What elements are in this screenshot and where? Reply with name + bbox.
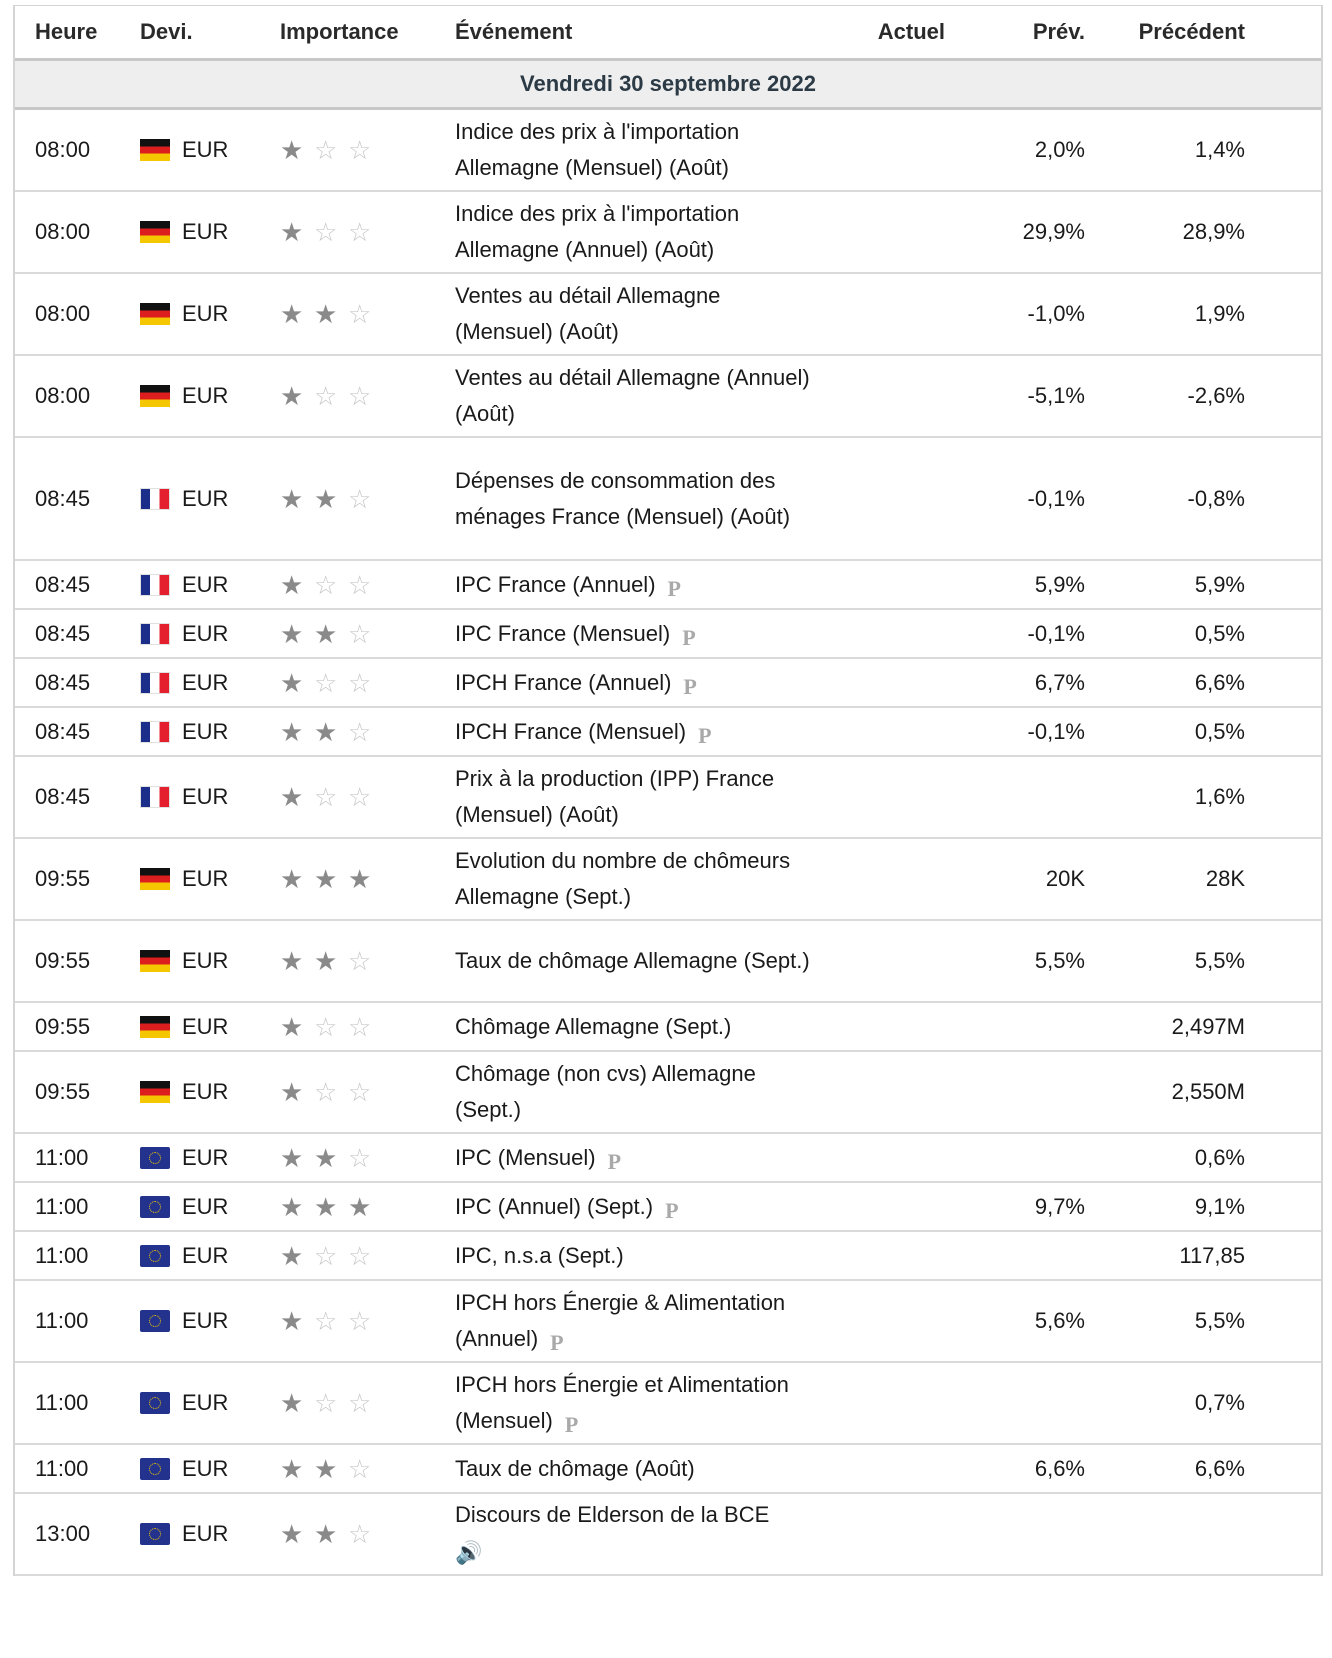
event-currency [135, 621, 273, 647]
col-event-header[interactable]: Événement [455, 19, 573, 44]
event-time: 11:00 [35, 1144, 89, 1170]
col-forecast-header[interactable]: Prév. [1032, 19, 1085, 44]
event-row[interactable] [15, 1232, 1321, 1281]
star-filled-icon: ★ [280, 135, 304, 165]
event-name[interactable]: IPC France (Mensuel) [455, 620, 671, 646]
importance-stars [273, 618, 455, 649]
event-name[interactable]: IPC (Annuel) (Sept.) [455, 1193, 654, 1219]
event-name[interactable]: Chômage (non cvs) Allemagne (Sept.) [455, 1061, 756, 1122]
star-filled-icon: ★ [314, 618, 338, 649]
event-time: 11:00 [35, 1193, 89, 1219]
event-time: 08:00 [35, 383, 91, 408]
event-cell [455, 843, 815, 915]
star-filled-icon: ★ [314, 1519, 338, 1549]
event-currency [135, 1145, 273, 1171]
flag-eu-icon [140, 1458, 170, 1480]
event-name[interactable]: Discours de Elderson de la BCE [455, 1502, 770, 1527]
star-filled-icon: ★ [280, 381, 304, 411]
event-currency [135, 1308, 273, 1334]
event-row[interactable] [15, 921, 1321, 1003]
star-filled-icon: ★ [348, 864, 372, 894]
event-time: 08:45 [35, 485, 91, 511]
forecast-value: 5,5% [1034, 948, 1085, 973]
date-header: Vendredi 30 septembre 2022 [15, 61, 1321, 110]
previous-value: 9,1% [1194, 1193, 1245, 1219]
currency-code: EUR [182, 1079, 229, 1104]
forecast-value: 6,6% [1034, 1455, 1085, 1481]
forecast-value: -0,1% [1027, 485, 1085, 511]
flag-de-icon [140, 868, 170, 890]
event-currency [135, 137, 273, 163]
forecast-value: 9,7% [1034, 1193, 1085, 1219]
event-cell [455, 196, 815, 268]
importance-stars [273, 667, 455, 698]
event-currency [135, 301, 273, 327]
importance-stars [273, 1240, 455, 1271]
star-empty-icon: ☆ [348, 1142, 372, 1173]
star-empty-icon: ☆ [348, 1388, 372, 1418]
currency-code: EUR [182, 219, 229, 244]
event-currency [135, 719, 273, 745]
importance-stars [273, 1453, 455, 1484]
event-cell [455, 1238, 815, 1274]
currency-code: EUR [182, 383, 229, 408]
event-row[interactable] [15, 1052, 1321, 1134]
star-empty-icon: ☆ [348, 618, 372, 649]
table-header [15, 5, 1321, 61]
event-cell [455, 1451, 815, 1487]
event-row[interactable] [15, 757, 1321, 839]
star-filled-icon: ★ [280, 299, 304, 329]
star-filled-icon: ★ [280, 1240, 304, 1271]
flag-de-icon [140, 139, 170, 161]
importance-stars [273, 866, 455, 892]
star-filled-icon: ★ [314, 864, 338, 894]
star-empty-icon: ☆ [314, 135, 338, 165]
star-filled-icon: ★ [280, 1011, 304, 1042]
event-time: 11:00 [35, 1308, 89, 1333]
event-row[interactable] [15, 610, 1321, 659]
event-cell [455, 567, 815, 603]
event-row[interactable] [15, 1363, 1321, 1445]
event-row[interactable] [15, 839, 1321, 921]
preliminary-badge-icon: P [607, 1148, 622, 1174]
currency-code: EUR [182, 1242, 229, 1268]
event-cell [455, 1009, 815, 1045]
previous-value: 28,9% [1182, 219, 1245, 244]
importance-stars [273, 1011, 455, 1042]
star-empty-icon: ☆ [314, 667, 338, 698]
event-row[interactable] [15, 438, 1321, 561]
event-currency [135, 219, 273, 245]
speaker-icon: 🔊 [455, 1540, 483, 1565]
preliminary-badge-icon: P [698, 722, 712, 748]
currency-code: EUR [182, 571, 229, 597]
event-name[interactable]: Dépenses de consommation des ménages France (Mensuel) (Août) [455, 467, 791, 529]
preliminary-badge-icon: P [550, 1330, 564, 1355]
event-row[interactable] [15, 110, 1321, 192]
star-filled-icon: ★ [280, 618, 304, 649]
event-cell [455, 616, 815, 652]
col-previous-header[interactable]: Précédent [1138, 19, 1245, 44]
event-currency [135, 1456, 273, 1482]
event-time: 08:45 [35, 571, 91, 597]
event-time: 08:00 [35, 137, 91, 162]
event-time: 09:55 [35, 948, 91, 973]
flag-eu-icon [140, 1310, 170, 1332]
event-name[interactable]: Indice des prix à l'importation Allemagne (Annuel) (Août) [455, 201, 740, 262]
preliminary-badge-icon: P [665, 1197, 679, 1223]
flag-fr-icon [140, 721, 170, 743]
event-name[interactable]: IPC France (Annuel) [455, 571, 656, 597]
star-filled-icon: ★ [280, 1519, 304, 1549]
previous-value: 0,5% [1194, 718, 1245, 744]
currency-code: EUR [182, 784, 229, 809]
flag-de-icon [140, 385, 170, 407]
event-currency [135, 1521, 273, 1547]
star-empty-icon: ☆ [314, 782, 338, 812]
previous-value: 6,6% [1194, 669, 1245, 695]
event-row[interactable] [15, 1003, 1321, 1052]
star-empty-icon: ☆ [314, 381, 338, 411]
event-name[interactable]: IPCH hors Énergie et Alimentation (Mensuel) [455, 1372, 789, 1433]
event-currency [135, 1079, 273, 1105]
previous-value: 5,9% [1194, 571, 1245, 597]
flag-de-icon [140, 221, 170, 243]
event-currency [135, 1243, 273, 1269]
star-empty-icon: ☆ [348, 299, 372, 329]
event-currency [135, 1390, 273, 1416]
star-filled-icon: ★ [280, 569, 304, 600]
importance-stars [273, 948, 455, 974]
previous-value: 5,5% [1194, 1308, 1245, 1333]
col-actual-header[interactable]: Actuel [877, 19, 945, 44]
event-time: 08:00 [35, 219, 91, 244]
event-name[interactable]: Evolution du nombre de chômeurs Allemagne (Sept.) [455, 848, 791, 909]
event-name[interactable]: IPCH hors Énergie & Alimentation (Annuel) [455, 1290, 786, 1351]
star-empty-icon: ☆ [314, 1388, 338, 1418]
event-row[interactable] [15, 356, 1321, 438]
event-name[interactable]: Taux de chômage Allemagne (Sept.) [455, 948, 810, 973]
economic-calendar [13, 5, 1323, 1576]
event-name[interactable]: IPC (Mensuel) [455, 1144, 596, 1170]
star-empty-icon: ☆ [314, 1077, 338, 1107]
event-currency [135, 866, 273, 892]
star-filled-icon: ★ [280, 716, 304, 747]
star-empty-icon: ☆ [348, 1240, 372, 1271]
col-time-header[interactable]: Heure [35, 19, 98, 44]
currency-code: EUR [182, 1308, 229, 1333]
star-filled-icon: ★ [314, 716, 338, 747]
event-cell [455, 278, 815, 350]
previous-value: 1,6% [1194, 784, 1245, 809]
currency-code: EUR [182, 1144, 229, 1170]
star-empty-icon: ☆ [348, 1077, 372, 1107]
event-name[interactable]: Prix à la production (IPP) France (Mensuel) (Août) [455, 766, 775, 827]
event-name[interactable]: Chômage Allemagne (Sept.) [455, 1013, 732, 1039]
star-filled-icon: ★ [314, 483, 338, 514]
star-empty-icon: ☆ [348, 217, 372, 247]
event-row[interactable] [15, 708, 1321, 757]
event-row[interactable] [15, 1445, 1321, 1494]
star-filled-icon: ★ [280, 1388, 304, 1418]
star-filled-icon: ★ [314, 1191, 338, 1222]
event-cell [455, 463, 815, 535]
event-name[interactable]: Taux de chômage (Août) [455, 1455, 695, 1481]
star-filled-icon: ★ [280, 1077, 304, 1107]
star-filled-icon: ★ [280, 864, 304, 894]
previous-value: 1,9% [1194, 301, 1245, 326]
forecast-value: 2,0% [1034, 137, 1085, 162]
flag-eu-icon [140, 1245, 170, 1267]
event-currency [135, 486, 273, 512]
star-filled-icon: ★ [314, 299, 338, 329]
flag-eu-icon [140, 1392, 170, 1414]
preliminary-badge-icon: P [683, 673, 697, 699]
event-cell [455, 943, 815, 979]
flag-fr-icon [140, 488, 170, 510]
star-filled-icon: ★ [280, 1191, 304, 1222]
importance-stars [273, 1308, 455, 1334]
event-row[interactable] [15, 561, 1321, 610]
event-currency [135, 383, 273, 409]
star-empty-icon: ☆ [314, 1011, 338, 1042]
event-currency [135, 1014, 273, 1040]
currency-code: EUR [182, 137, 229, 162]
col-importance-header[interactable]: Importance [280, 19, 399, 44]
event-cell [455, 1140, 815, 1176]
forecast-value: -5,1% [1027, 383, 1085, 408]
currency-code: EUR [182, 620, 229, 646]
event-time: 11:00 [35, 1390, 89, 1415]
event-name[interactable]: Ventes au détail Allemagne (Mensuel) (Août) [455, 283, 721, 344]
preliminary-badge-icon: P [564, 1412, 579, 1437]
event-row[interactable] [15, 1494, 1321, 1576]
star-empty-icon: ☆ [314, 217, 338, 247]
star-empty-icon: ☆ [348, 667, 372, 698]
importance-stars [273, 383, 455, 409]
currency-code: EUR [182, 1193, 229, 1219]
event-cell [455, 360, 815, 432]
importance-stars [273, 301, 455, 327]
star-filled-icon: ★ [280, 946, 304, 976]
flag-eu-icon [140, 1523, 170, 1545]
previous-value: -0,8% [1187, 485, 1245, 511]
event-time: 11:00 [35, 1242, 89, 1268]
previous-value: 2,497M [1171, 1013, 1245, 1039]
event-name[interactable]: IPC, n.s.a (Sept.) [455, 1242, 624, 1268]
event-currency [135, 784, 273, 810]
event-currency [135, 1194, 273, 1220]
currency-code: EUR [182, 1521, 229, 1546]
event-time: 09:55 [35, 1013, 91, 1039]
importance-stars [273, 1521, 455, 1547]
flag-de-icon [140, 303, 170, 325]
importance-stars [273, 483, 455, 514]
star-empty-icon: ☆ [348, 782, 372, 812]
event-name[interactable]: Ventes au détail Allemagne (Annuel) (Août) [455, 365, 810, 426]
event-currency [135, 670, 273, 696]
importance-stars [273, 569, 455, 600]
event-time: 13:00 [35, 1521, 91, 1546]
importance-stars [273, 1142, 455, 1173]
star-filled-icon: ★ [280, 1306, 304, 1336]
previous-value: 0,6% [1194, 1144, 1245, 1170]
flag-fr-icon [140, 623, 170, 645]
event-row[interactable] [15, 1183, 1321, 1232]
event-cell [455, 1285, 815, 1357]
currency-code: EUR [182, 1013, 229, 1039]
event-row[interactable] [15, 1281, 1321, 1363]
event-row[interactable] [15, 1134, 1321, 1183]
importance-stars [273, 1079, 455, 1105]
importance-stars [273, 219, 455, 245]
event-time: 08:45 [35, 620, 91, 646]
flag-eu-icon [140, 1196, 170, 1218]
importance-stars [273, 1390, 455, 1416]
star-empty-icon: ☆ [348, 1519, 372, 1549]
forecast-value: -0,1% [1027, 620, 1085, 646]
previous-value: 0,5% [1194, 620, 1245, 646]
previous-value: -2,6% [1187, 383, 1245, 408]
currency-code: EUR [182, 485, 229, 511]
col-currency-header[interactable]: Devi. [140, 19, 193, 44]
event-row[interactable] [15, 274, 1321, 356]
star-filled-icon: ★ [280, 782, 304, 812]
currency-code: EUR [182, 669, 229, 695]
preliminary-badge-icon: P [667, 575, 681, 601]
event-time: 09:55 [35, 1079, 91, 1104]
currency-code: EUR [182, 301, 229, 326]
previous-value: 2,550M [1171, 1079, 1245, 1104]
event-cell [455, 1367, 815, 1439]
flag-fr-icon [140, 786, 170, 808]
star-filled-icon: ★ [280, 217, 304, 247]
star-empty-icon: ☆ [348, 946, 372, 976]
event-name[interactable]: IPCH France (Annuel) [455, 669, 672, 695]
flag-de-icon [140, 950, 170, 972]
previous-value: 6,6% [1194, 1455, 1245, 1481]
star-filled-icon: ★ [280, 1453, 304, 1484]
flag-de-icon [140, 1081, 170, 1103]
event-cell [455, 665, 815, 701]
importance-stars [273, 716, 455, 747]
flag-de-icon [140, 1016, 170, 1038]
star-empty-icon: ☆ [314, 1306, 338, 1336]
star-empty-icon: ☆ [348, 1306, 372, 1336]
event-row[interactable] [15, 659, 1321, 708]
star-empty-icon: ☆ [348, 1011, 372, 1042]
currency-code: EUR [182, 1455, 229, 1481]
forecast-value: -1,0% [1027, 301, 1085, 326]
forecast-value: 5,6% [1034, 1308, 1085, 1333]
forecast-value: 5,9% [1034, 571, 1085, 597]
event-cell [455, 114, 815, 186]
importance-stars [273, 784, 455, 810]
flag-fr-icon [140, 574, 170, 596]
event-name[interactable]: Indice des prix à l'importation Allemagne (Mensuel) (Août) [455, 119, 740, 180]
forecast-value: 29,9% [1022, 219, 1085, 244]
star-filled-icon: ★ [348, 1191, 372, 1222]
event-cell [455, 761, 815, 833]
importance-stars [273, 1191, 455, 1222]
star-empty-icon: ☆ [314, 1240, 338, 1271]
currency-code: EUR [182, 866, 229, 891]
event-currency [135, 572, 273, 598]
event-list [15, 110, 1321, 1576]
star-filled-icon: ★ [314, 1453, 338, 1484]
star-empty-icon: ☆ [314, 569, 338, 600]
previous-value: 0,7% [1194, 1390, 1245, 1415]
star-empty-icon: ☆ [348, 483, 372, 514]
currency-code: EUR [182, 718, 229, 744]
star-filled-icon: ★ [314, 946, 338, 976]
previous-value: 5,5% [1194, 948, 1245, 973]
event-cell [455, 1497, 815, 1571]
event-time: 08:45 [35, 718, 91, 744]
preliminary-badge-icon: P [682, 624, 696, 650]
event-name[interactable]: IPCH France (Mensuel) [455, 718, 687, 744]
star-empty-icon: ☆ [348, 135, 372, 165]
flag-fr-icon [140, 672, 170, 694]
previous-value: 1,4% [1194, 137, 1245, 162]
event-time: 08:45 [35, 784, 91, 809]
event-cell [455, 714, 815, 750]
event-cell [455, 1189, 815, 1225]
star-filled-icon: ★ [280, 667, 304, 698]
flag-eu-icon [140, 1147, 170, 1169]
star-empty-icon: ☆ [348, 381, 372, 411]
currency-code: EUR [182, 948, 229, 973]
previous-value: 117,85 [1179, 1242, 1245, 1268]
forecast-value: 6,7% [1034, 669, 1085, 695]
event-time: 11:00 [35, 1455, 89, 1481]
event-cell [455, 1056, 815, 1128]
forecast-value: 20K [1045, 866, 1085, 891]
previous-value: 28K [1205, 866, 1245, 891]
event-time: 08:45 [35, 669, 91, 695]
event-row[interactable] [15, 192, 1321, 274]
event-currency [135, 948, 273, 974]
star-filled-icon: ★ [280, 1142, 304, 1173]
star-filled-icon: ★ [280, 483, 304, 514]
star-filled-icon: ★ [314, 1142, 338, 1173]
star-empty-icon: ☆ [348, 716, 372, 747]
currency-code: EUR [182, 1390, 229, 1415]
event-time: 08:00 [35, 301, 91, 326]
star-empty-icon: ☆ [348, 1453, 372, 1484]
star-empty-icon: ☆ [348, 569, 372, 600]
forecast-value: -0,1% [1027, 718, 1085, 744]
importance-stars [273, 137, 455, 163]
event-time: 09:55 [35, 866, 91, 891]
